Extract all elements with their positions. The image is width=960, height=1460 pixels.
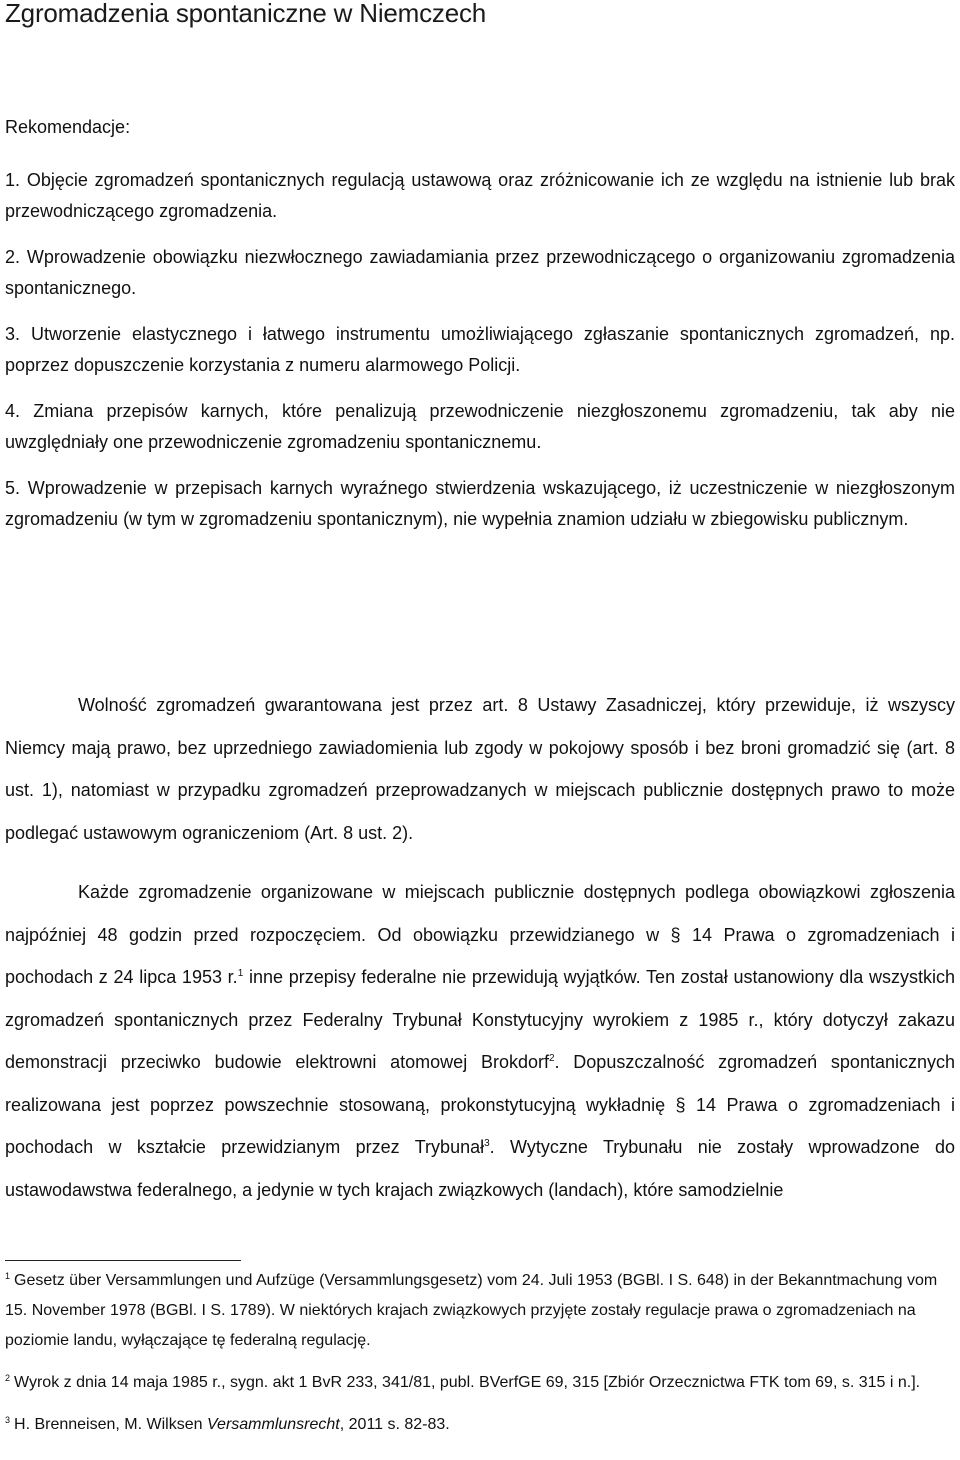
paragraph-text: Każde zgromadzenie organizowane w miejscach publicznie dostępnych podlega obowiązkowi zgłoszenia najpóźniej 48 godzin przed rozpoczęciem. Od obowiązku przewidzianego w § 14 Prawa o zgromadzeniach i pochodach z 24 lipca 1953 r. bbox=[5, 882, 955, 987]
footnote-ref[interactable]: 1 bbox=[237, 968, 244, 979]
footnote-ref[interactable]: 3 bbox=[484, 1138, 490, 1149]
paragraph: Wolność zgromadzeń gwarantowana jest przez art. 8 Ustawy Zasadniczej, który przewiduje, iż wszyscy Niemcy mają prawo, bez uprzedniego zawiadomienia lub zgody w pokojowy sposób i bez broni gromadzić się (art. 8 ust. 1), natomiast w przypadku zgromadzeń przeprowadzanych w miejscach publicznie dostępnych prawo to może podlegać ustawowym ograniczeniom (Art. 8 ust. 2). bbox=[5, 695, 955, 843]
footnotes bbox=[5, 1266, 955, 1452]
footnote-number: 3 bbox=[5, 1415, 11, 1425]
footnote bbox=[5, 1266, 955, 1356]
body-text bbox=[5, 684, 955, 1228]
paragraph bbox=[5, 871, 955, 1211]
footnote-ref[interactable]: 2 bbox=[548, 1053, 555, 1064]
footnote-text: H. Brenneisen, M. Wilksen bbox=[14, 1416, 207, 1433]
page-title: Zgromadzenia spontaniczne w Niemczech bbox=[5, 0, 487, 28]
footnote-text: , 2011 s. 82-83. bbox=[339, 1416, 450, 1433]
paragraph-text: inne przepisy federalne nie przewidują wyjątków. Ten został ustanowiony dla wszystkich zgromadzeń spontanicznych przez Federalny Trybunał Konstytucyjny wyrokiem z 1985 r., który dotyczył zakazu demonstracji przeciwko budowie elektrowni atomowej Brokdorf bbox=[5, 967, 956, 1072]
recommendations-list bbox=[5, 165, 955, 550]
footnote-text: Gesetz über Versammlungen und Aufzüge (Versammlungsgesetz) vom 24. Juli 1953 (BGBl. I S. 648) in der Bekanntmachung vom 15. November 1978 (BGBl. I S. 1789). W niektórych krajach związkowych przyjęte zostały regulacje prawa o zgromadzeniach na poziomie landu, wyłączające tę federalną regulację. bbox=[5, 1272, 938, 1349]
footnote-separator bbox=[5, 1260, 241, 1261]
paragraph-text: . Dopuszczalność zgromadzeń spontanicznych realizowana jest poprzez powszechnie stosowaną, prokonstytucyjną wykładnię § 14 Prawa o zgromadzeniach i pochodach w kształcie przewidzianym przez Trybunał bbox=[5, 1052, 955, 1157]
footnote-text: Wyrok z dnia 14 maja 1985 r., sygn. akt 1 BvR 233, 341/81, publ. BVerfGE 69, 315 [Zbiór Orzecznictwa FTK tom 69, s. 315 i n.]. bbox=[14, 1374, 921, 1391]
recommendation-item: 2. Wprowadzenie obowiązku niezwłocznego zawiadamiania przez przewodniczącego o organizowaniu zgromadzenia spontanicznego. bbox=[5, 247, 955, 298]
recommendation-item: 1. Objęcie zgromadzeń spontanicznych regulacją ustawową oraz zróżnicowanie ich ze względu na istnienie lub brak przewodniczącego zgromadzenia. bbox=[5, 170, 955, 221]
footnote-number: 2 bbox=[5, 1373, 11, 1383]
recommendations-label: Rekomendacje: bbox=[5, 117, 131, 137]
paragraph-text: . Wytyczne Trybunału nie zostały wprowadzone do ustawodawstwa federalnego, a jedynie w tych krajach związkowych (landach), które samodzielnie bbox=[5, 1137, 955, 1200]
footnote-book-title: Versammlunsrecht bbox=[206, 1416, 340, 1433]
footnote bbox=[5, 1368, 955, 1398]
footnote bbox=[5, 1410, 955, 1440]
recommendation-item: 4. Zmiana przepisów karnych, które penalizują przewodniczenie niezgłoszonemu zgromadzeniu, tak aby nie uwzględniały one przewodniczenie zgromadzeniu spontanicznemu. bbox=[5, 401, 955, 452]
recommendation-item: 5. Wprowadzenie w przepisach karnych wyraźnego stwierdzenia wskazującego, iż uczestniczenie w niezgłoszonym zgromadzeniu (w tym w zgromadzeniu spontanicznym), nie wypełnia znamion udziału w zbiegowisku publicznym. bbox=[5, 478, 955, 529]
footnote-number: 1 bbox=[5, 1271, 11, 1281]
recommendation-item: 3. Utworzenie elastycznego i łatwego instrumentu umożliwiającego zgłaszanie spontanicznych zgromadzeń, np. poprzez dopuszczenie korzystania z numeru alarmowego Policji. bbox=[5, 324, 955, 375]
